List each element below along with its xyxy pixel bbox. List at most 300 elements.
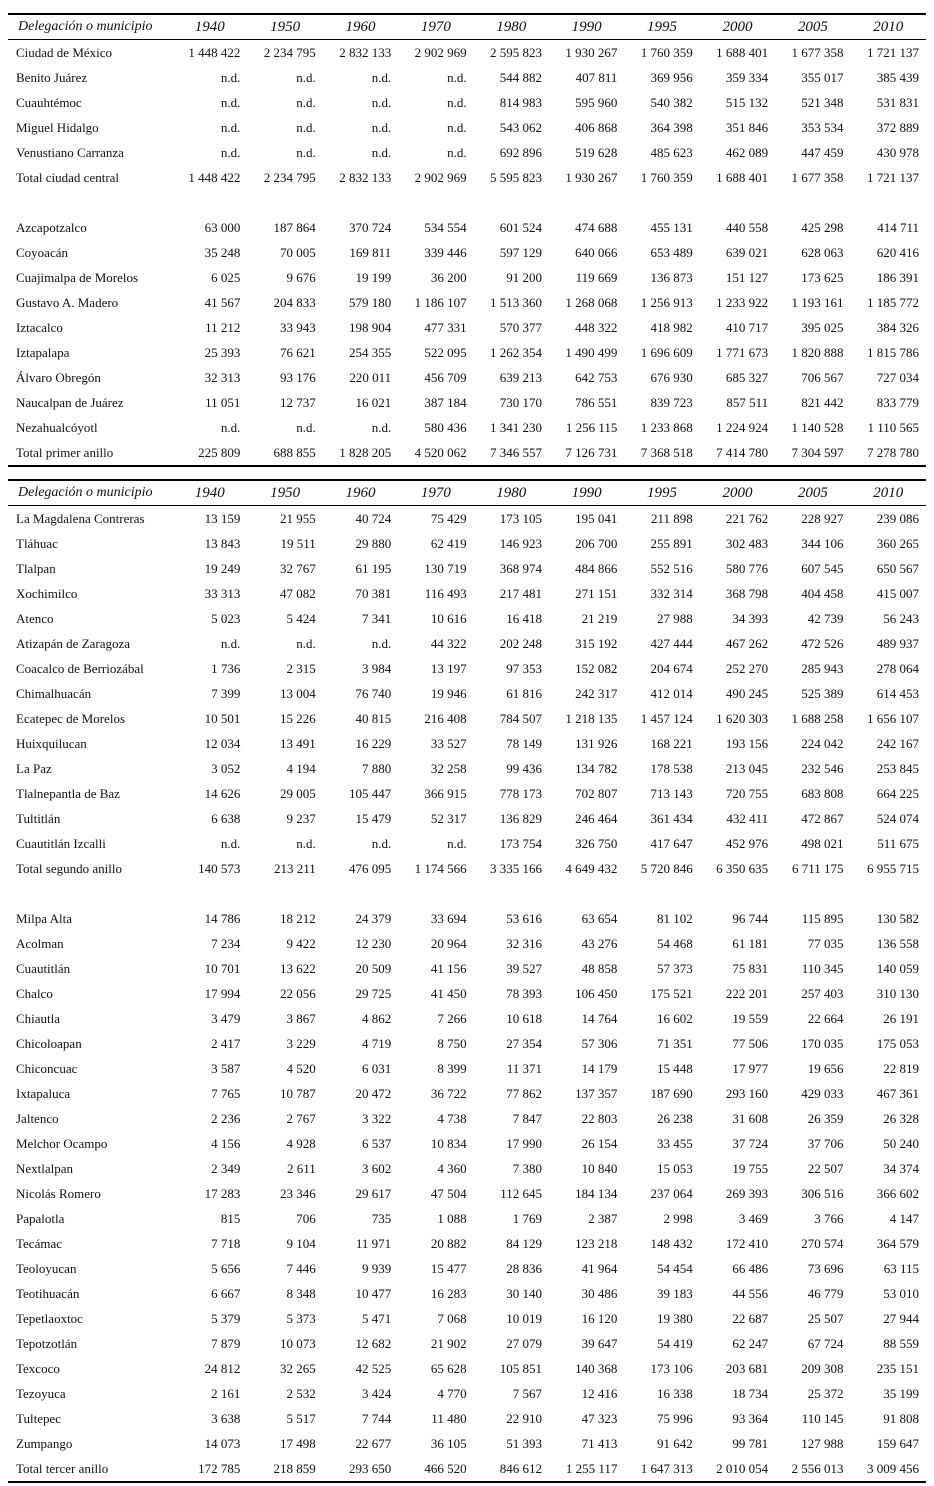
population-value: 570 377 bbox=[499, 319, 542, 335]
municipality-name: Total tercer anillo bbox=[16, 1460, 109, 1476]
population-value: 6 955 715 bbox=[867, 860, 919, 876]
population-value: 173 105 bbox=[499, 510, 542, 526]
population-value: 1 930 267 bbox=[565, 44, 618, 60]
population-value: 29 880 bbox=[355, 535, 392, 551]
population-value: 466 520 bbox=[424, 1460, 467, 1476]
table-row bbox=[8, 40, 926, 66]
population-value: 410 717 bbox=[725, 319, 769, 335]
population-value: 173 106 bbox=[650, 1360, 693, 1376]
population-value: 22 910 bbox=[506, 1410, 542, 1426]
population-value: n.d. bbox=[220, 69, 241, 85]
population-value: 13 159 bbox=[204, 510, 241, 526]
population-value: 2 236 bbox=[211, 1110, 241, 1126]
population-value: 477 331 bbox=[424, 319, 467, 335]
population-value: 178 538 bbox=[650, 760, 693, 776]
population-value: 524 074 bbox=[876, 810, 919, 826]
municipality-name: Teotihuacán bbox=[16, 1285, 80, 1301]
table-header bbox=[8, 14, 926, 40]
population-value: 140 368 bbox=[575, 1360, 618, 1376]
population-value: 1 088 bbox=[437, 1210, 467, 1226]
population-value: 148 432 bbox=[650, 1235, 693, 1251]
population-value: 136 873 bbox=[650, 269, 693, 285]
population-value: n.d. bbox=[447, 94, 467, 110]
population-value: 1 448 422 bbox=[188, 169, 241, 185]
population-value: 364 579 bbox=[876, 1235, 919, 1251]
population-value: 833 779 bbox=[876, 394, 919, 410]
population-value: n.d. bbox=[371, 69, 392, 85]
population-value: 1 256 115 bbox=[565, 419, 618, 435]
population-value: 1 815 786 bbox=[867, 344, 919, 360]
population-value: 78 149 bbox=[506, 735, 542, 751]
population-value: 614 453 bbox=[876, 685, 919, 701]
population-value: 99 781 bbox=[732, 1435, 769, 1451]
population-value: 173 625 bbox=[801, 269, 844, 285]
population-value: 650 567 bbox=[876, 560, 919, 576]
population-value: 16 338 bbox=[657, 1385, 693, 1401]
table-row bbox=[8, 1031, 926, 1056]
population-value: 4 520 062 bbox=[414, 444, 467, 460]
population-value: 1 262 354 bbox=[489, 344, 542, 360]
municipality-name: Benito Juárez bbox=[16, 69, 88, 85]
municipality-name: Tepetlaoxtoc bbox=[16, 1310, 83, 1326]
population-value: 19 559 bbox=[732, 1010, 769, 1026]
population-value: 16 229 bbox=[355, 735, 392, 751]
population-value: 15 448 bbox=[657, 1060, 693, 1076]
population-value: 683 808 bbox=[801, 785, 844, 801]
municipality-name: Jaltenco bbox=[16, 1110, 59, 1126]
population-value: 7 446 bbox=[286, 1260, 316, 1276]
population-value: 1 688 401 bbox=[716, 44, 769, 60]
population-value: 22 056 bbox=[280, 985, 316, 1001]
population-value: 173 754 bbox=[499, 835, 542, 851]
population-value: 9 237 bbox=[286, 810, 316, 826]
population-value: 490 245 bbox=[725, 685, 769, 701]
population-value: n.d. bbox=[371, 635, 392, 651]
municipality-name: Ecatepec de Morelos bbox=[16, 710, 126, 726]
population-value: 242 167 bbox=[876, 735, 919, 751]
table-row bbox=[8, 340, 926, 365]
population-value: 544 882 bbox=[499, 69, 542, 85]
population-value: 131 926 bbox=[575, 735, 618, 751]
population-value: 1 110 565 bbox=[867, 419, 919, 435]
population-value: 119 669 bbox=[575, 269, 618, 285]
spacer-row bbox=[8, 881, 926, 906]
population-value: 628 063 bbox=[801, 244, 844, 260]
population-value: 61 816 bbox=[506, 685, 542, 701]
population-value: 221 762 bbox=[725, 510, 769, 526]
population-value: 601 524 bbox=[499, 219, 542, 235]
population-value: 56 243 bbox=[883, 610, 919, 626]
population-value: 88 559 bbox=[883, 1335, 919, 1351]
population-value: 315 192 bbox=[575, 635, 618, 651]
population-value: 6 537 bbox=[361, 1135, 392, 1151]
table-row bbox=[8, 1306, 926, 1331]
population-value: 1 457 124 bbox=[640, 710, 693, 726]
column-header-year: 1970 bbox=[420, 484, 451, 501]
population-value: 84 129 bbox=[506, 1235, 542, 1251]
population-value: 857 511 bbox=[726, 394, 769, 410]
table-row bbox=[8, 90, 926, 115]
population-value: 12 737 bbox=[280, 394, 316, 410]
population-value: 484 866 bbox=[575, 560, 618, 576]
population-value: 448 322 bbox=[575, 319, 618, 335]
population-value: 639 021 bbox=[725, 244, 769, 260]
population-value: 3 602 bbox=[361, 1160, 392, 1176]
population-value: 136 558 bbox=[876, 935, 919, 951]
population-value: 579 180 bbox=[348, 294, 392, 310]
population-value: 595 960 bbox=[575, 94, 618, 110]
column-header-year: 1980 bbox=[496, 18, 527, 35]
population-value: 784 507 bbox=[499, 710, 542, 726]
population-value: 639 213 bbox=[499, 369, 542, 385]
population-value: 14 179 bbox=[581, 1060, 618, 1076]
population-value: 257 403 bbox=[801, 985, 844, 1001]
population-value: 1 760 359 bbox=[640, 169, 693, 185]
table-row bbox=[8, 781, 926, 806]
municipality-name: Coacalco de Berriozábal bbox=[16, 660, 144, 676]
municipality-name: Tultitlán bbox=[16, 810, 61, 826]
population-value: 3 424 bbox=[361, 1385, 392, 1401]
population-value: 10 073 bbox=[280, 1335, 316, 1351]
population-value: 7 847 bbox=[512, 1110, 542, 1126]
municipality-name: Chalco bbox=[16, 985, 53, 1001]
municipality-name: Atenco bbox=[16, 610, 54, 626]
population-value: 7 380 bbox=[512, 1160, 542, 1176]
population-value: 366 915 bbox=[424, 785, 467, 801]
population-value: 414 711 bbox=[877, 219, 919, 235]
table-row bbox=[8, 731, 926, 756]
population-value: 151 127 bbox=[725, 269, 769, 285]
population-value: 372 889 bbox=[876, 119, 919, 135]
population-value: 1 186 107 bbox=[414, 294, 467, 310]
population-value: 3 638 bbox=[211, 1410, 241, 1426]
population-value: 685 327 bbox=[725, 369, 769, 385]
population-value: 5 373 bbox=[286, 1310, 316, 1326]
population-value: 187 690 bbox=[650, 1085, 693, 1101]
population-value: 25 393 bbox=[204, 344, 241, 360]
population-value: 270 574 bbox=[801, 1235, 844, 1251]
population-value: 53 010 bbox=[883, 1285, 919, 1301]
population-value: 440 558 bbox=[725, 219, 769, 235]
population-value: 1 490 499 bbox=[565, 344, 618, 360]
municipality-name: Chicoloapan bbox=[16, 1035, 82, 1051]
population-value: 46 779 bbox=[807, 1285, 844, 1301]
population-value: 3 229 bbox=[286, 1035, 316, 1051]
population-value: 54 419 bbox=[657, 1335, 693, 1351]
population-value: 1 218 135 bbox=[565, 710, 618, 726]
population-value: 7 234 bbox=[211, 935, 241, 951]
population-value: 17 994 bbox=[204, 985, 241, 1001]
population-value: 63 000 bbox=[204, 219, 241, 235]
population-value: 239 086 bbox=[876, 510, 919, 526]
population-value: 467 262 bbox=[725, 635, 769, 651]
population-value: 105 447 bbox=[348, 785, 392, 801]
population-value: 39 183 bbox=[657, 1285, 693, 1301]
municipality-name: Chimalhuacán bbox=[16, 685, 92, 701]
population-value: 7 744 bbox=[361, 1410, 392, 1426]
population-value: 293 160 bbox=[725, 1085, 769, 1101]
table-row bbox=[8, 606, 926, 631]
population-value: 32 258 bbox=[430, 760, 467, 776]
population-value: n.d. bbox=[371, 119, 392, 135]
population-value: 81 102 bbox=[657, 910, 693, 926]
population-value: 7 278 780 bbox=[867, 444, 919, 460]
population-value: 2 532 bbox=[286, 1385, 316, 1401]
population-value: 29 725 bbox=[355, 985, 392, 1001]
population-value: 93 176 bbox=[280, 369, 316, 385]
population-value: 22 664 bbox=[807, 1010, 844, 1026]
population-value: 36 722 bbox=[430, 1085, 467, 1101]
population-value: 27 944 bbox=[883, 1310, 919, 1326]
population-value: 2 611 bbox=[287, 1160, 316, 1176]
population-value: 9 104 bbox=[286, 1235, 316, 1251]
population-value: 456 709 bbox=[424, 369, 467, 385]
population-value: 2 556 013 bbox=[791, 1460, 844, 1476]
population-value: 1 721 137 bbox=[867, 44, 919, 60]
population-value: 184 134 bbox=[575, 1185, 618, 1201]
population-value: 3 335 166 bbox=[489, 860, 542, 876]
table-row bbox=[8, 115, 926, 140]
population-value: 534 554 bbox=[424, 219, 467, 235]
municipality-name: Ixtapaluca bbox=[16, 1085, 71, 1101]
population-value: 13 491 bbox=[280, 735, 316, 751]
population-value: 2 832 133 bbox=[339, 169, 392, 185]
population-value: 1 341 230 bbox=[489, 419, 542, 435]
municipality-name: Cuautitlán bbox=[16, 960, 71, 976]
population-value: n.d. bbox=[296, 69, 316, 85]
population-value: 7 304 597 bbox=[791, 444, 844, 460]
population-value: 814 983 bbox=[499, 94, 542, 110]
municipality-name: Melchor Ocampo bbox=[16, 1135, 108, 1151]
population-value: 370 724 bbox=[348, 219, 392, 235]
population-value: 429 033 bbox=[801, 1085, 844, 1101]
population-value: 359 334 bbox=[725, 69, 769, 85]
population-value: 306 516 bbox=[801, 1185, 844, 1201]
population-value: 91 200 bbox=[506, 269, 542, 285]
population-value: 14 073 bbox=[204, 1435, 241, 1451]
population-value: 246 464 bbox=[575, 810, 618, 826]
population-value: 2 417 bbox=[211, 1035, 241, 1051]
column-header-year: 1960 bbox=[345, 484, 376, 501]
population-value: 16 021 bbox=[355, 394, 392, 410]
population-value: 12 682 bbox=[355, 1335, 392, 1351]
population-value: 12 416 bbox=[581, 1385, 618, 1401]
municipality-name: Tláhuac bbox=[16, 535, 58, 551]
population-value: 387 184 bbox=[424, 394, 467, 410]
population-value: 11 212 bbox=[205, 319, 241, 335]
population-value: 395 025 bbox=[801, 319, 844, 335]
population-value: 20 472 bbox=[355, 1085, 392, 1101]
population-value: 52 317 bbox=[430, 810, 467, 826]
population-value: 339 446 bbox=[424, 244, 467, 260]
population-value: 96 744 bbox=[732, 910, 769, 926]
population-value: 24 379 bbox=[355, 910, 392, 926]
population-value: 7 368 518 bbox=[640, 444, 693, 460]
population-value: 1 820 888 bbox=[791, 344, 844, 360]
population-value: 11 051 bbox=[205, 394, 241, 410]
population-value: 204 833 bbox=[273, 294, 316, 310]
population-value: 44 322 bbox=[430, 635, 467, 651]
population-value: 713 143 bbox=[650, 785, 693, 801]
population-value: 778 173 bbox=[499, 785, 542, 801]
population-value: 7 567 bbox=[512, 1385, 542, 1401]
population-value: 61 195 bbox=[355, 560, 392, 576]
population-value: 2 902 969 bbox=[414, 44, 467, 60]
table-row bbox=[8, 1206, 926, 1231]
population-value: 10 834 bbox=[430, 1135, 467, 1151]
population-value: 22 687 bbox=[732, 1310, 769, 1326]
population-value: 47 323 bbox=[581, 1410, 618, 1426]
population-value: 218 859 bbox=[273, 1460, 316, 1476]
municipality-name: Ciudad de México bbox=[16, 44, 113, 60]
population-value: 255 891 bbox=[650, 535, 693, 551]
population-value: 10 701 bbox=[204, 960, 241, 976]
column-header-year: 1940 bbox=[194, 18, 225, 35]
column-header-year: 2000 bbox=[722, 18, 753, 35]
table-row bbox=[8, 631, 926, 656]
population-value: 15 053 bbox=[657, 1160, 693, 1176]
population-value: 25 507 bbox=[807, 1310, 844, 1326]
population-value: 412 014 bbox=[650, 685, 693, 701]
population-value: 25 372 bbox=[807, 1385, 844, 1401]
population-value: 620 416 bbox=[876, 244, 919, 260]
population-value: 77 035 bbox=[807, 935, 844, 951]
population-value: 27 354 bbox=[506, 1035, 542, 1051]
population-table-part-2 bbox=[8, 479, 926, 1483]
table-row bbox=[8, 1381, 926, 1406]
population-value: 5 656 bbox=[211, 1260, 241, 1276]
population-value: 13 622 bbox=[280, 960, 316, 976]
population-value: 41 156 bbox=[430, 960, 467, 976]
population-value: n.d. bbox=[220, 835, 241, 851]
population-value: 511 675 bbox=[877, 835, 919, 851]
population-value: 53 616 bbox=[506, 910, 542, 926]
population-value: 26 238 bbox=[657, 1110, 693, 1126]
population-value: 63 115 bbox=[883, 1260, 919, 1276]
municipality-name: Chiconcuac bbox=[16, 1060, 78, 1076]
population-value: 476 095 bbox=[348, 860, 392, 876]
population-value: 13 004 bbox=[280, 685, 316, 701]
population-value: 5 379 bbox=[211, 1310, 241, 1326]
population-value: 168 221 bbox=[650, 735, 693, 751]
population-value: 269 393 bbox=[725, 1185, 769, 1201]
population-value: 1 620 303 bbox=[716, 710, 769, 726]
population-value: 23 346 bbox=[280, 1185, 316, 1201]
municipality-name: La Magdalena Contreras bbox=[16, 510, 145, 526]
population-value: 43 276 bbox=[581, 935, 618, 951]
table-row bbox=[8, 1231, 926, 1256]
table-row bbox=[8, 856, 926, 881]
population-value: 4 520 bbox=[286, 1060, 316, 1076]
population-value: 29 617 bbox=[355, 1185, 392, 1201]
table-row bbox=[8, 140, 926, 165]
population-value: 21 902 bbox=[430, 1335, 467, 1351]
table-row bbox=[8, 1131, 926, 1156]
population-value: 519 628 bbox=[575, 144, 618, 160]
population-value: 7 414 780 bbox=[716, 444, 769, 460]
table-row bbox=[8, 1256, 926, 1281]
municipality-name: Tezoyuca bbox=[16, 1385, 66, 1401]
population-value: 1 233 868 bbox=[640, 419, 693, 435]
population-value: 19 946 bbox=[430, 685, 467, 701]
municipality-name: Atizapán de Zaragoza bbox=[16, 635, 131, 651]
population-value: 254 355 bbox=[348, 344, 392, 360]
column-header-municipality: Delegación o municipio bbox=[18, 19, 153, 34]
population-value: 1 721 137 bbox=[867, 169, 919, 185]
population-value: 13 843 bbox=[204, 535, 241, 551]
population-value: 130 582 bbox=[876, 910, 919, 926]
municipality-name: Tlalnepantla de Baz bbox=[16, 785, 120, 801]
population-value: 2 998 bbox=[663, 1210, 693, 1226]
population-value: 2 832 133 bbox=[339, 44, 392, 60]
population-value: 71 413 bbox=[581, 1435, 618, 1451]
population-value: 3 009 456 bbox=[867, 1460, 919, 1476]
population-value: 6 350 635 bbox=[716, 860, 769, 876]
population-value: 224 042 bbox=[801, 735, 844, 751]
population-value: 91 808 bbox=[883, 1410, 919, 1426]
population-value: 1 268 068 bbox=[565, 294, 618, 310]
population-value: 21 219 bbox=[581, 610, 618, 626]
population-value: 427 444 bbox=[650, 635, 693, 651]
population-value: 3 469 bbox=[738, 1210, 769, 1226]
municipality-name: Álvaro Obregón bbox=[16, 369, 101, 385]
table-row bbox=[8, 1181, 926, 1206]
population-value: 706 bbox=[296, 1210, 316, 1226]
table-row bbox=[8, 1406, 926, 1431]
table-row bbox=[8, 1156, 926, 1181]
population-value: 54 468 bbox=[657, 935, 693, 951]
population-value: 1 174 566 bbox=[414, 860, 467, 876]
population-value: 22 507 bbox=[807, 1160, 844, 1176]
population-value: 344 106 bbox=[801, 535, 844, 551]
population-value: 11 971 bbox=[355, 1235, 392, 1251]
population-value: 51 393 bbox=[506, 1435, 542, 1451]
population-value: 20 882 bbox=[430, 1235, 467, 1251]
population-value: 187 864 bbox=[273, 219, 316, 235]
population-value: 110 145 bbox=[801, 1410, 844, 1426]
table-row bbox=[8, 365, 926, 390]
population-value: 6 638 bbox=[211, 810, 241, 826]
population-value: 21 955 bbox=[280, 510, 316, 526]
population-value: 425 298 bbox=[801, 219, 844, 235]
population-value: 50 240 bbox=[883, 1135, 919, 1151]
population-value: 211 898 bbox=[650, 510, 693, 526]
population-value: 5 471 bbox=[361, 1310, 392, 1326]
population-value: 20 509 bbox=[355, 960, 392, 976]
population-value: 22 819 bbox=[883, 1060, 919, 1076]
population-value: 47 504 bbox=[430, 1185, 467, 1201]
population-value: n.d. bbox=[296, 119, 316, 135]
population-value: 57 373 bbox=[657, 960, 693, 976]
population-value: 10 019 bbox=[506, 1310, 542, 1326]
population-value: 33 455 bbox=[657, 1135, 693, 1151]
municipality-name: Tultepec bbox=[16, 1410, 62, 1426]
population-value: 4 862 bbox=[361, 1010, 392, 1026]
population-value: 13 197 bbox=[430, 660, 467, 676]
column-header-year: 1995 bbox=[647, 18, 678, 35]
municipality-name: Acolman bbox=[16, 935, 64, 951]
population-value: 4 719 bbox=[361, 1035, 392, 1051]
municipality-name: Tepotzotlán bbox=[16, 1335, 78, 1351]
population-value: 26 328 bbox=[883, 1110, 919, 1126]
municipality-name: Texcoco bbox=[16, 1360, 60, 1376]
population-value: 364 398 bbox=[650, 119, 693, 135]
population-value: 32 316 bbox=[506, 935, 542, 951]
population-value: 10 787 bbox=[280, 1085, 316, 1101]
population-value: 3 766 bbox=[814, 1210, 844, 1226]
population-value: 76 740 bbox=[355, 685, 392, 701]
population-value: 15 226 bbox=[280, 710, 316, 726]
